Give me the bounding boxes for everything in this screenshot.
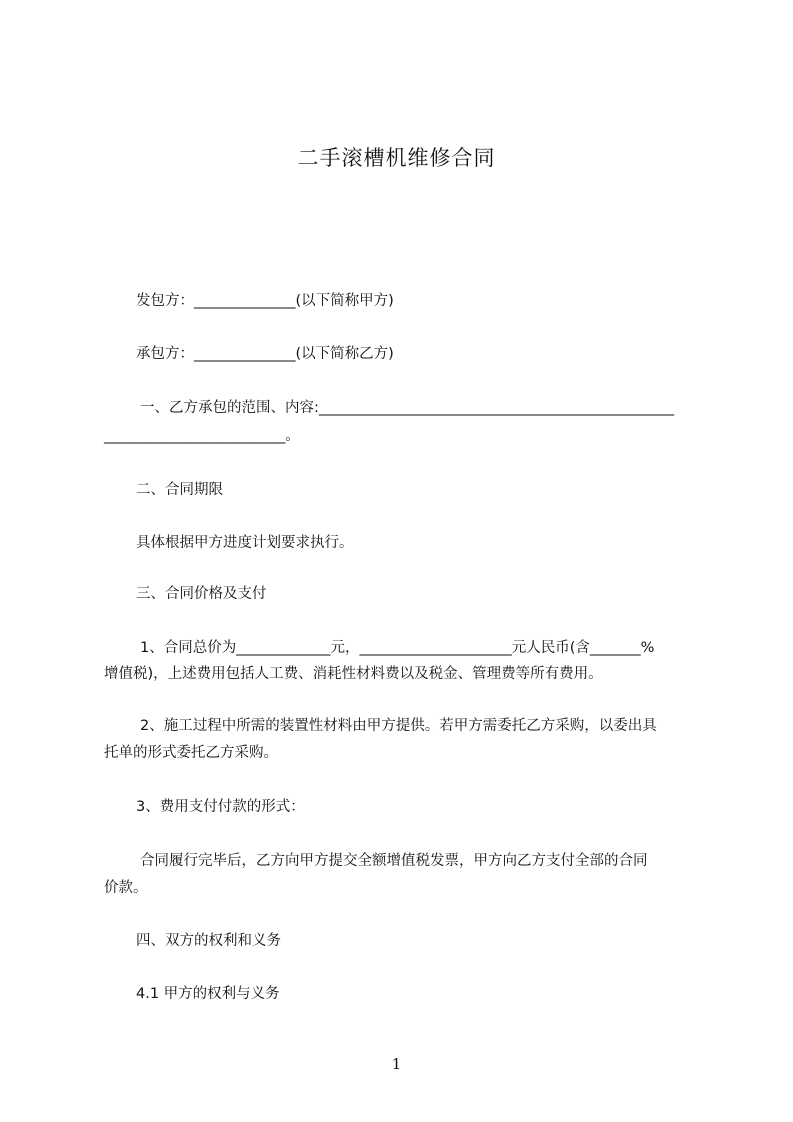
page-number: 1: [391, 1055, 402, 1073]
section3-item3-body-line2: 价款。: [104, 880, 148, 896]
section3-item1-line2: 增值税)，上述费用包括人工费、消耗性材料费以及税金、管理费等所有费用。: [104, 666, 603, 682]
section3-item3-heading: 3、费用支付付款的形式：: [136, 799, 305, 815]
section4-1-heading: 4.1 甲方的权利与义务: [136, 986, 280, 1002]
section3-item2-line1: 2、施工过程中所需的装置性材料由甲方提供。若甲方需委托乙方采购，以委出具: [140, 718, 657, 734]
page-title: 二手滚槽机维修合同: [297, 146, 496, 170]
party-b-line: 承包方：______________(以下简称乙方): [136, 346, 394, 362]
section3-heading: 三、合同价格及支付: [136, 586, 267, 602]
section2-heading: 二、合同期限: [136, 482, 223, 498]
party-a-line: 发包方：______________(以下简称甲方): [136, 293, 394, 309]
section1-line2: _________________________。: [104, 428, 300, 444]
section3-item3-body-line1: 合同履行完毕后，乙方向甲方提交全额增值税发票，甲方向乙方支付全部的合同: [140, 853, 648, 869]
section4-heading: 四、双方的权利和义务: [136, 933, 281, 949]
section2-body: 具体根据甲方进度计划要求执行。: [136, 535, 354, 551]
section3-item2-line2: 托单的形式委托乙方采购。: [104, 745, 278, 761]
section1-line1: 一、乙方承包的范围、内容:_________________________________________________: [140, 400, 675, 416]
section3-item1-line1: 1、合同总价为_____________元，_____________________元人民币(含_______%: [140, 640, 655, 656]
